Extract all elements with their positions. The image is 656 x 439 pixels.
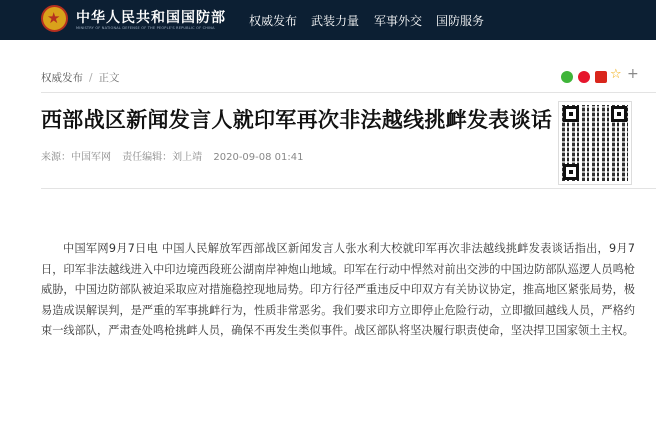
site-name[interactable]: 中华人民共和国国防部 <box>76 10 226 26</box>
nav-item-defense-services[interactable]: 国防服务 <box>436 14 485 28</box>
nav-item-military-diplomacy[interactable]: 军事外交 <box>374 14 423 28</box>
star-icon[interactable]: ☆ <box>610 67 622 82</box>
article-datetime: 2020-09-08 01:41 <box>213 152 304 163</box>
article-meta <box>41 148 312 163</box>
qr-finder-icon <box>563 106 579 122</box>
breadcrumb-separator: / <box>89 72 93 84</box>
qr-finder-icon <box>611 106 627 122</box>
nav-item-authoritative-release[interactable]: 权威发布 <box>249 14 298 28</box>
divider <box>41 92 656 93</box>
breadcrumb <box>41 70 120 85</box>
wechat-icon[interactable] <box>561 71 573 83</box>
pdf-icon[interactable] <box>595 71 607 83</box>
plus-icon[interactable]: + <box>627 66 639 82</box>
divider <box>41 188 656 189</box>
site-header <box>0 0 656 40</box>
weibo-icon[interactable] <box>578 71 590 83</box>
nav-item-armed-forces[interactable]: 武装力量 <box>311 14 360 28</box>
article-editor: 责任编辑：刘上靖 <box>122 152 203 163</box>
article-title: 西部战区新闻发言人就印军再次非法越线挑衅发表谈话 <box>41 108 553 132</box>
qr-code <box>559 102 631 184</box>
qr-finder-icon <box>563 164 579 180</box>
article-source: 来源：中国军网 <box>41 152 111 163</box>
article-body: 中国军网9月7日电 中国人民解放军西部战区新闻发言人张水利大校就印军再次非法越线挑衅发表谈话指出，9月7日，印军非法越线进入中印边境西段班公湖南岸神炮山地域。印军在行动中悍然对前出交涉的中国边防部队巡逻人员鸣枪威胁，中国边防部队被迫采取应对措施稳控现地局势。印方行径严重违反中印双方有关协议协定，推高地区紧张局势，极易造成误解误判，是严重的军事挑衅行为，性质非常恶劣。我们要求印方立即停止危险行动，立即撤回越线人员，严格约束一线部队，严肃查处鸣枪挑衅人员，确保不再发生类似事件。战区部队将坚决履行职责使命，坚决捍卫国家领土主权。 <box>41 242 635 337</box>
breadcrumb-home[interactable]: 权威发布 <box>41 72 83 84</box>
site-subtitle: MINISTRY OF NATIONAL DEFENSE OF THE PEOPLE'S REPUBLIC OF CHINA <box>76 26 215 30</box>
breadcrumb-current: 正文 <box>98 72 120 84</box>
national-emblem-icon[interactable]: ★ <box>41 5 68 32</box>
